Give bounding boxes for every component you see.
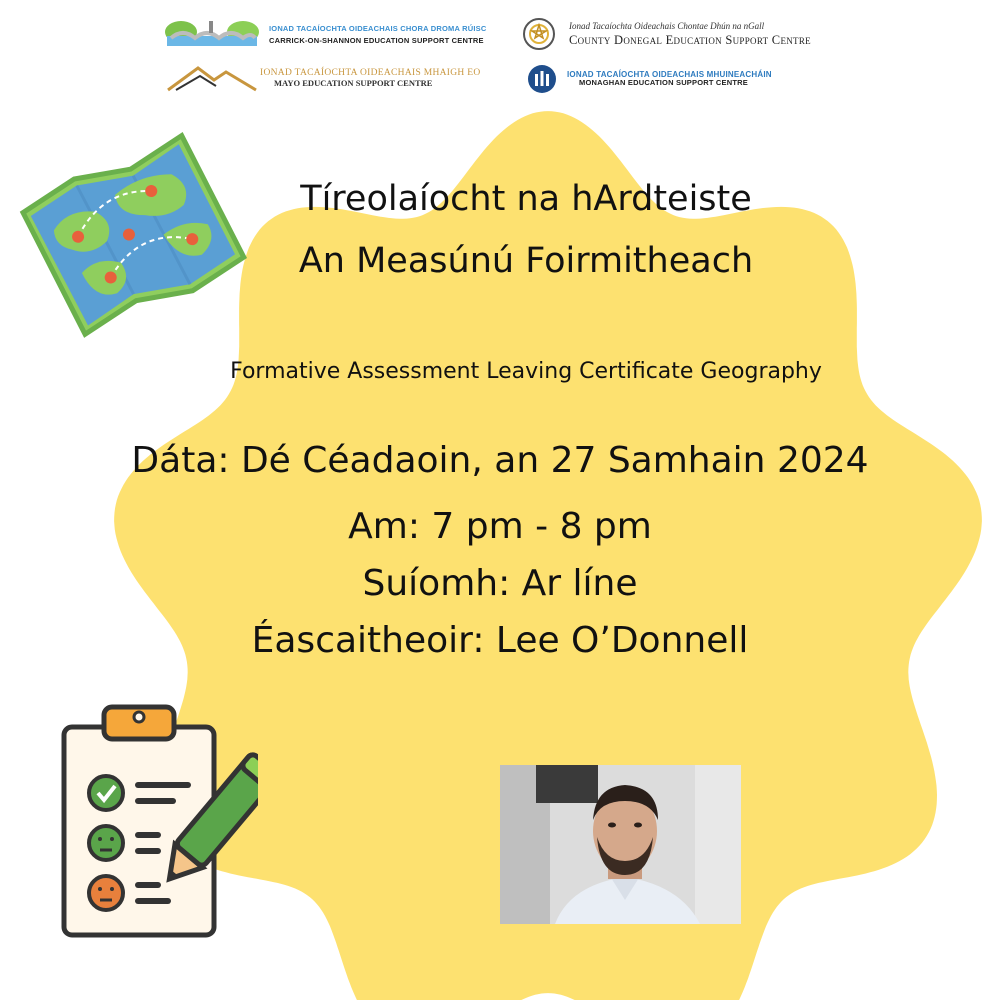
- donegal-knot-icon: [521, 16, 557, 52]
- logo-monaghan-ga: IONAD TACAÍOCHTA OIDEACHAIS MHUINEACHÁIN: [567, 70, 772, 80]
- logo-donegal-en: County Donegal Education Support Centre: [569, 32, 811, 47]
- event-date: Dáta: Dé Céadaoin, an 27 Samhain 2024: [131, 440, 869, 481]
- event-title-ga-line2: An Measúnú Foirmitheach: [298, 241, 754, 281]
- mayo-mountain-icon: [166, 62, 258, 94]
- clipboard-checklist-icon: [58, 703, 258, 943]
- logo-carrick: [163, 18, 486, 52]
- event-title-ga-line1: Tíreolaíocht na hArdteiste: [300, 179, 752, 219]
- logo-donegal-ga: Ionad Tacaíochta Oideachais Chontae Dhún na nGall: [569, 20, 765, 31]
- logo-mayo-ga: IONAD TACAÍOCHTA OIDEACHAIS MHAIGH EO: [260, 67, 481, 78]
- event-time: Am: 7 pm - 8 pm: [348, 506, 652, 547]
- monaghan-emblem-icon: [527, 64, 557, 94]
- map-icon: [12, 120, 260, 352]
- logo-mayo-en: MAYO EDUCATION SUPPORT CENTRE: [274, 77, 433, 88]
- logo-monaghan: [527, 64, 772, 94]
- facilitator-photo: [500, 765, 741, 924]
- logo-carrick-ga: IONAD TACAÍOCHTA OIDEACHAIS CHORA DROMA RÚISC: [269, 23, 487, 33]
- logo-monaghan-en: MONAGHAN EDUCATION SUPPORT CENTRE: [579, 78, 748, 88]
- logo-donegal: [521, 16, 811, 52]
- carrick-bridge-icon: [163, 18, 261, 52]
- event-location: Suíomh: Ar líne: [362, 563, 638, 604]
- event-subtitle-en: Formative Assessment Leaving Certificate Geography: [230, 359, 822, 384]
- logo-mayo: [166, 62, 481, 94]
- logo-carrick-en: CARRICK-ON-SHANNON EDUCATION SUPPORT CENTRE: [269, 35, 484, 45]
- event-facilitator: Éascaitheoir: Lee O’Donnell: [251, 620, 749, 661]
